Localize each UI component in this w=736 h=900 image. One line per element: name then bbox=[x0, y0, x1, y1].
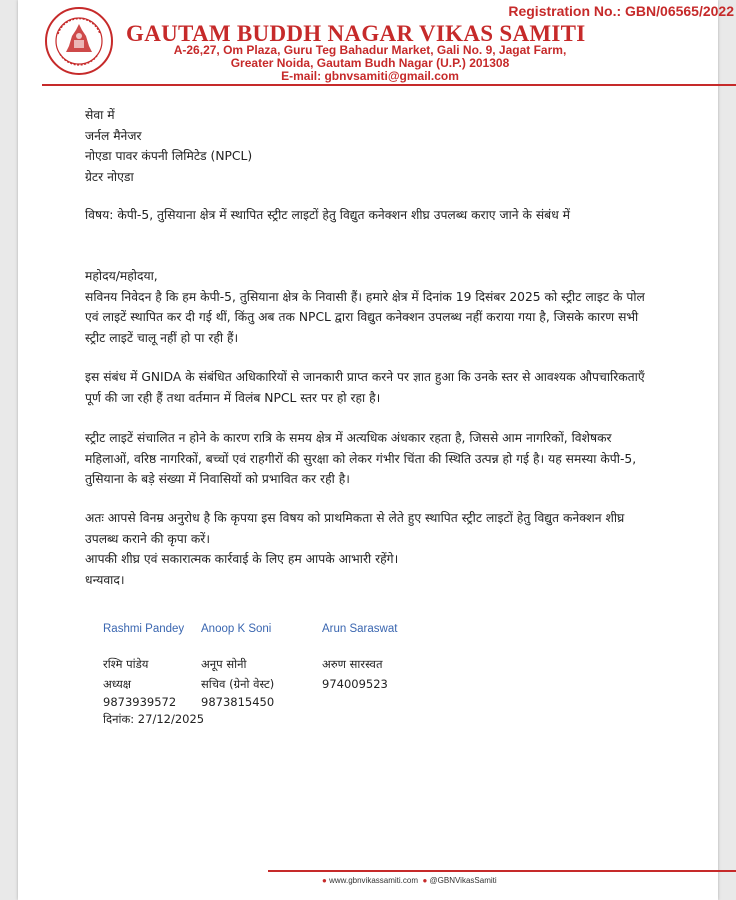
footer-divider bbox=[268, 870, 736, 872]
email-line: E-mail: gbnvsamiti@gmail.com bbox=[281, 69, 459, 83]
footer bbox=[322, 876, 497, 885]
signatory-phone: 9873815450 bbox=[201, 695, 275, 709]
signature-rashmi-pandey: Rashmi Pandey bbox=[103, 623, 185, 635]
signatory-phone: 974009523 bbox=[322, 677, 388, 691]
recipient-line: नोएडा पावर कंपनी लिमिटेड (NPCL) bbox=[85, 149, 253, 164]
social-icon: ● bbox=[422, 876, 428, 885]
signatory-name: रश्मि पांडेय bbox=[103, 657, 149, 671]
address-line-1: A-26,27, Om Plaza, Guru Teg Bahadur Market, Gali No. 9, Jagat Farm, bbox=[173, 43, 567, 57]
organization-address bbox=[130, 44, 610, 83]
samiti-seal-logo bbox=[44, 6, 114, 76]
recipient-line: ग्रेटर नोएडा bbox=[85, 170, 134, 185]
recipient-line: जर्नल मैनेजर bbox=[85, 128, 142, 143]
paragraph-4: अतः आपसे विनम्र अनुरोध है कि कृपया इस विषय को प्राथमिकता से लेते हुए स्थापित स्ट्रीट लाइटों हेतु विद्युत कनेक्शन शीघ्र उपलब्ध कराने की कृपा करें। bbox=[85, 511, 625, 546]
letter-body bbox=[85, 266, 645, 349]
header-divider bbox=[42, 84, 736, 86]
recipient-block bbox=[85, 105, 645, 188]
paragraph-1: सविनय निवेदन है कि हम केपी-5, तुसियाना क्षेत्र के निवासी हैं। हमारे क्षेत्र में दिनांक 19 दिसंबर 2025 को स्ट्रीट लाइट के पोल एवं लाइटें स्थापित कर दी गई थीं, किंतु अब तक NPCL द्वारा विद्युत कनेक्शन उपलब्ध नहीं कराया गया है, जिसके कारण सभी स्ट्रीट लाइटें चालू नहीं हो पा रही हैं। bbox=[85, 289, 645, 346]
subject-line: विषय: केपी-5, तुसियाना क्षेत्र में स्थापित स्ट्रीट लाइटों हेतु विद्युत कनेक्शन शीघ्र उपलब्ध कराए जाने के संबंध में bbox=[85, 208, 571, 222]
organization-name: GAUTAM BUDDH NAGAR VIKAS SAMITI bbox=[126, 21, 586, 46]
registration-number: Registration No.: GBN/06565/2022 bbox=[508, 3, 734, 19]
paragraph-3: स्ट्रीट लाइटें संचालित न होने के कारण रात्रि के समय क्षेत्र में अत्यधिक अंधकार रहता है, जिससे आम नागरिकों, विशेषकर महिलाओं, वरिष्ठ नागरिकों, बच्चों एवं राहगीरों की सुरक्षा को लेकर गंभीर चिंता की स्थिति उत्पन्न हो गई है। यह समस्या केपी-5, तुसियाना के बड़े संख्या में निवासियों को प्रभावित कर रही है। bbox=[85, 431, 637, 487]
signatory-phone: 9873939572 bbox=[103, 695, 177, 709]
signatory-name: अरुण सारस्वत bbox=[322, 657, 383, 671]
globe-icon: ● bbox=[322, 876, 327, 885]
signature-anoop-soni: Anoop K Soni bbox=[201, 623, 272, 635]
paragraph-5: आपकी शीघ्र एवं सकारात्मक कार्रवाई के लिए हम आपके आभारी रहेंगे। bbox=[85, 552, 399, 567]
paragraph-6: धन्यवाद। bbox=[85, 573, 125, 588]
letter-date: दिनांक: 27/12/2025 bbox=[103, 712, 205, 726]
footer-social[interactable]: @GBNVikasSamiti bbox=[429, 876, 497, 885]
signatory-role: अध्यक्ष bbox=[103, 677, 132, 691]
paragraph-2: इस संबंध में GNIDA के संबंधित अधिकारियों से जानकारी प्राप्त करने पर ज्ञात हुआ कि उनके स्तर से आवश्यक औपचारिकताएँ पूर्ण की जा रही हैं तथा वर्तमान में विलंब NPCL स्तर पर हो रहा है। bbox=[85, 370, 645, 405]
signature-arun-saraswat: Arun Saraswat bbox=[322, 623, 398, 635]
closing-block bbox=[85, 508, 645, 591]
recipient-line: सेवा में bbox=[85, 108, 115, 122]
footer-website[interactable]: www.gbnvikassamiti.com bbox=[329, 876, 418, 885]
signatory-name: अनूप सोनी bbox=[201, 657, 247, 671]
signatory-role: सचिव (ग्रेनो वेस्ट) bbox=[201, 677, 275, 691]
salutation: महोदय/महोदया, bbox=[85, 269, 158, 283]
address-line-2: Greater Noida, Gautam Budh Nagar (U.P.) 201308 bbox=[230, 56, 510, 70]
